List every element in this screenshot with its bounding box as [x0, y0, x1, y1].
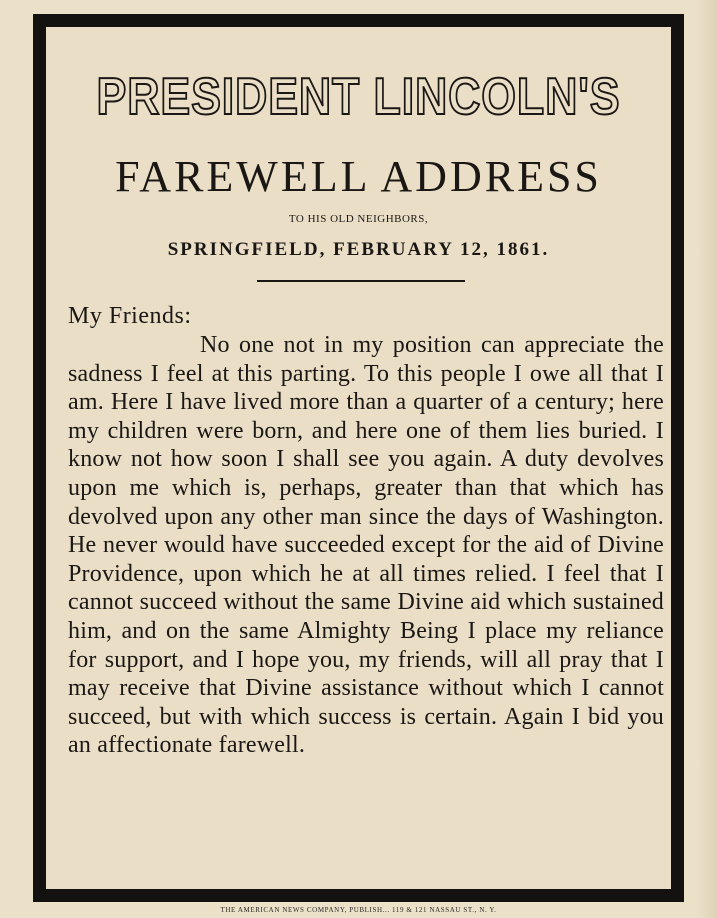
divider-rule: [257, 280, 465, 282]
poster-dateline: SPRINGFIELD, FEBRUARY 12, 1861.: [167, 239, 550, 260]
poster-title-line2: FAREWELL ADDRESS: [115, 152, 602, 201]
salutation: My Friends:: [68, 303, 192, 329]
publisher-imprint: THE AMERICAN NEWS COMPANY, PUBLISH... 119 & 121 NASSAU ST., N. Y.: [220, 906, 497, 914]
poster-title-line1: PRESIDENT LINCOLN'S: [96, 68, 621, 126]
address-body: No one not in my position can appreciate the sadness I feel at this parting. To this people I owe all that I am. Here I have lived more than a quarter of a century; here my children were born, and here one of them lies buried. I know not how soon I shall see you again. A duty devolves upon me which is, perhaps, greater than that which has devolved upon any other man since the days of Washington. He never would have succeeded except for the aid of Divine Providence, upon which he at all times relied. I feel that I cannot succeed without the same Divine aid which sustained him, and on the same Almighty Being I place my reliance for support, and I hope you, my friends, will all pray that I may receive that Divine assistance without which I cannot succeed, but with which success is certain. Again I bid you an affectionate farewell.: [68, 332, 664, 759]
poster-subtitle: TO HIS OLD NEIGHBORS,: [288, 213, 429, 225]
poster-content: [46, 27, 671, 889]
paper-edge-stain: [697, 0, 717, 918]
black-border-frame: [33, 14, 684, 902]
